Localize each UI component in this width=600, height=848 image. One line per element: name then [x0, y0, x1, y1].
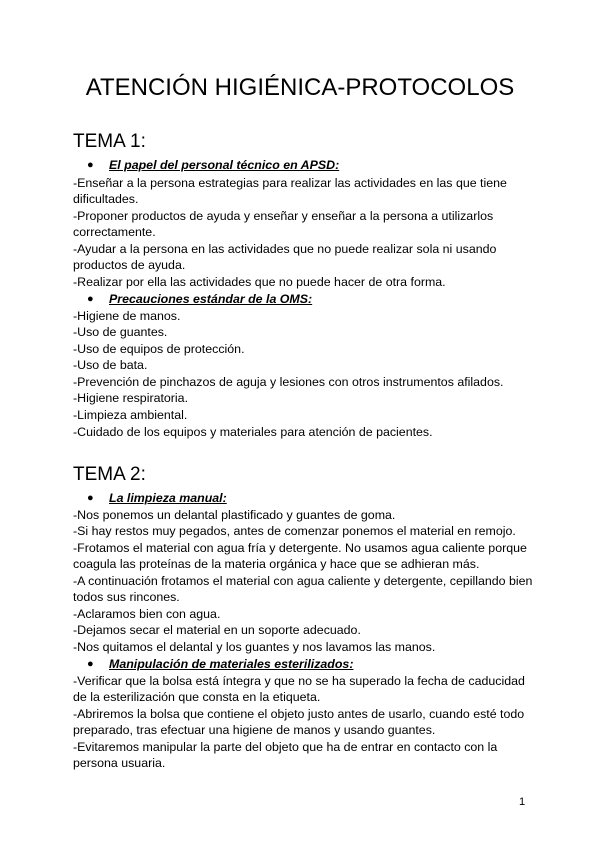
text-line: de la esterilización que consta en la etiqueta. [73, 690, 321, 704]
bullet-dot-icon: ● [87, 658, 94, 670]
bullet-dot-icon: ● [87, 159, 94, 171]
tema2-bullet-2 [87, 656, 354, 672]
page-number: 1 [519, 796, 526, 808]
text-line: -Evitaremos manipular la parte del objeto que ha de entrar en contacto con la [73, 740, 498, 754]
text-line: dificultades. [73, 192, 139, 206]
bullet-text: El papel del personal técnico en APSD: [109, 158, 340, 172]
text-line: -A continuación frotamos el material con agua caliente y detergente, cepillando bien [73, 574, 533, 588]
bullet-text: Manipulación de materiales esterilizados: [109, 657, 354, 671]
text-line: -Limpieza ambiental. [73, 408, 188, 422]
bullet-text: La limpieza manual: [109, 491, 227, 505]
text-line: -Higiene respiratoria. [73, 391, 189, 405]
text-line: -Uso de bata. [73, 358, 148, 372]
text-line: -Verificar que la bolsa está íntegra y que no se ha superado la fecha de caducidad [73, 674, 525, 688]
text-line: -Aclaramos bien con agua. [73, 607, 221, 621]
text-line: -Enseñar a la persona estrategias para realizar las actividades en las que tiene [73, 176, 507, 190]
document-title: ATENCIÓN HIGIÉNICA-PROTOCOLOS [85, 74, 515, 101]
text-line: productos de ayuda. [73, 258, 186, 272]
text-line: -Cuidado de los equipos y materiales para atención de pacientes. [73, 425, 433, 439]
text-line: -Dejamos secar el material en un soporte adecuado. [73, 623, 361, 637]
text-line: correctamente. [73, 225, 156, 239]
text-line: -Frotamos el material con agua fría y detergente. No usamos agua caliente porque [73, 541, 527, 555]
tema1-bullet-2 [87, 291, 313, 307]
bullet-text: Precauciones estándar de la OMS: [109, 292, 313, 306]
bullet-dot-icon: ● [87, 492, 94, 504]
text-line: -Ayudar a la persona en las actividades que no puede realizar sola ni usando [73, 242, 497, 256]
text-line: -Higiene de manos. [73, 309, 181, 323]
text-line: -Uso de equipos de protección. [73, 342, 245, 356]
text-line: -Proponer productos de ayuda y enseñar y enseñar a la persona a utilizarlos [73, 209, 494, 223]
text-line: -Prevención de pinchazos de aguja y lesiones con otros instrumentos afilados. [73, 375, 504, 389]
tema1-bullet-1 [87, 157, 340, 173]
text-line: -Nos ponemos un delantal plastificado y guantes de goma. [73, 508, 396, 522]
text-line: todos sus rincones. [73, 590, 180, 604]
text-line: -Realizar por ella las actividades que no puede hacer de otra forma. [73, 275, 446, 289]
text-line: preparado, tras efectuar una higiene de manos y usando guantes. [73, 723, 436, 737]
text-line: -Uso de guantes. [73, 325, 168, 339]
text-line: coagula las proteínas de la materia orgánica y hace que se adhieran más. [73, 557, 480, 571]
text-line: -Abriremos la bolsa que contiene el objeto justo antes de usarlo, cuando esté todo [73, 707, 525, 721]
bullet-dot-icon: ● [87, 293, 94, 305]
tema2-heading: TEMA 2: [73, 464, 146, 485]
tema1-heading: TEMA 1: [73, 131, 146, 152]
text-line: -Nos quitamos el delantal y los guantes y nos lavamos las manos. [73, 640, 436, 654]
text-line: -Si hay restos muy pegados, antes de comenzar ponemos el material en remojo. [73, 524, 516, 538]
text-line: persona usuaria. [73, 756, 166, 770]
tema2-bullet-1 [87, 490, 227, 506]
